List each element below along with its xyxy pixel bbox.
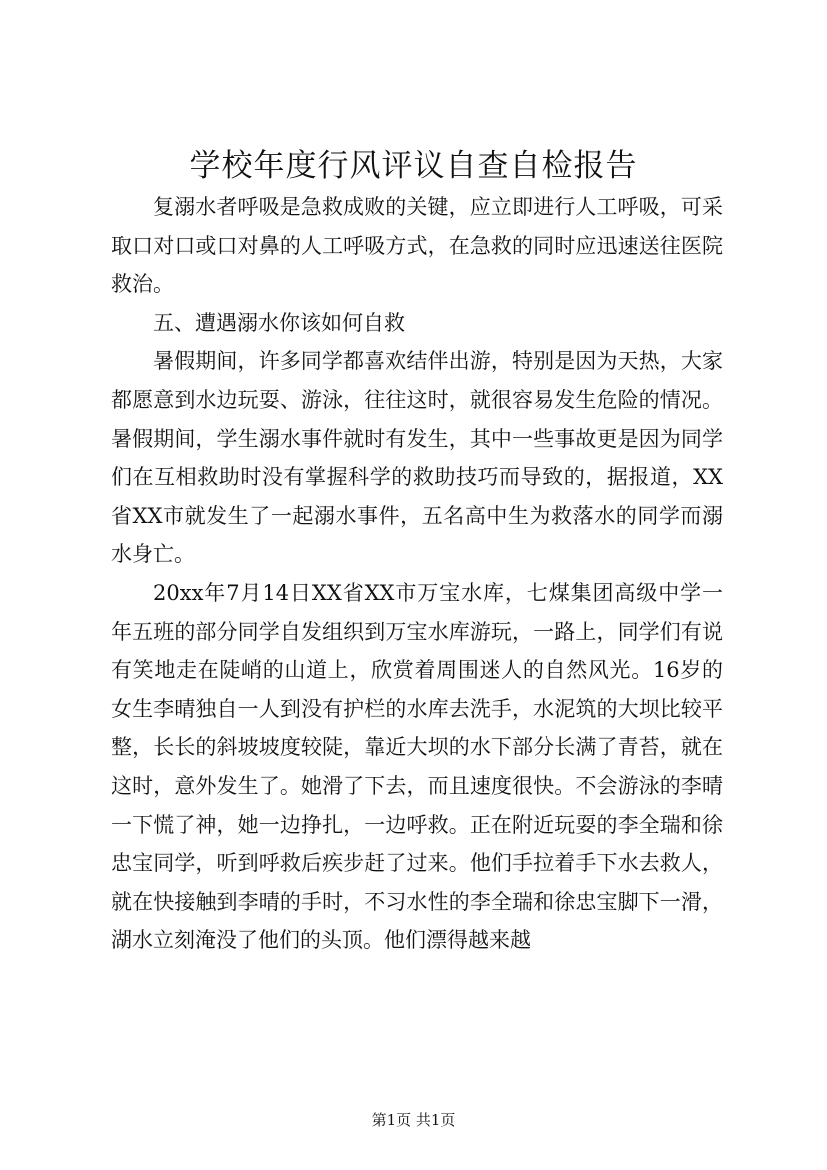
paragraph-incident-account: 20xx年7月14日XX省XX市万宝水库，七煤集团高级中学一年五班的部分同学自发组织到万宝水库游玩，一路上，同学们有说有笑地走在陡峭的山道上，欣赏着周围迷人的自然风光。16岁的女生李晴独自一人到没有护栏的水库去洗手，水泥筑的大坝比较平整，长长的斜坡坡度较陡，靠近大坝的水下部分长满了青苔，就在这时，意外发生了。她滑了下去，而且速度很快。不会游泳的李晴一下慌了神，她一边挣扎，一边呼救。正在附近玩耍的李全瑞和徐忠宝同学，听到呼救后疾步赶了过来。他们手拉着手下水去救人，就在快接触到李晴的手时，不习水性的李全瑞和徐忠宝脚下一滑，湖水立刻淹没了他们的头顶。他们漂得越来越 xyxy=(111,580,723,953)
paragraph-summer-drowning: 暑假期间，许多同学都喜欢结伴出游，特别是因为天热，大家都愿意到水边玩耍、游泳，往往这时，就很容易发生危险的情况。暑假期间，学生溺水事件就时有发生，其中一些事故更是因为同学们在互相救助时没有掌握科学的救助技巧而导致的，据报道，XX省XX市就发生了一起溺水事件，五名高中生为救落水的同学而溺水身亡。 xyxy=(111,349,723,567)
section-heading-self-rescue: 五、遭遇溺水你该如何自救 xyxy=(153,310,405,335)
paragraph-rescue-breathing: 复溺水者呼吸是急救成败的关键，应立即进行人工呼吸，可采取口对口或口对鼻的人工呼吸方式，在急救的同时应迅速送往医院救治。 xyxy=(111,195,723,297)
document-body xyxy=(111,188,723,960)
page-number-footer: 第1页 共1页 xyxy=(371,1111,456,1129)
document-title: 学校年度行风评议自查自检报告 xyxy=(189,148,638,184)
